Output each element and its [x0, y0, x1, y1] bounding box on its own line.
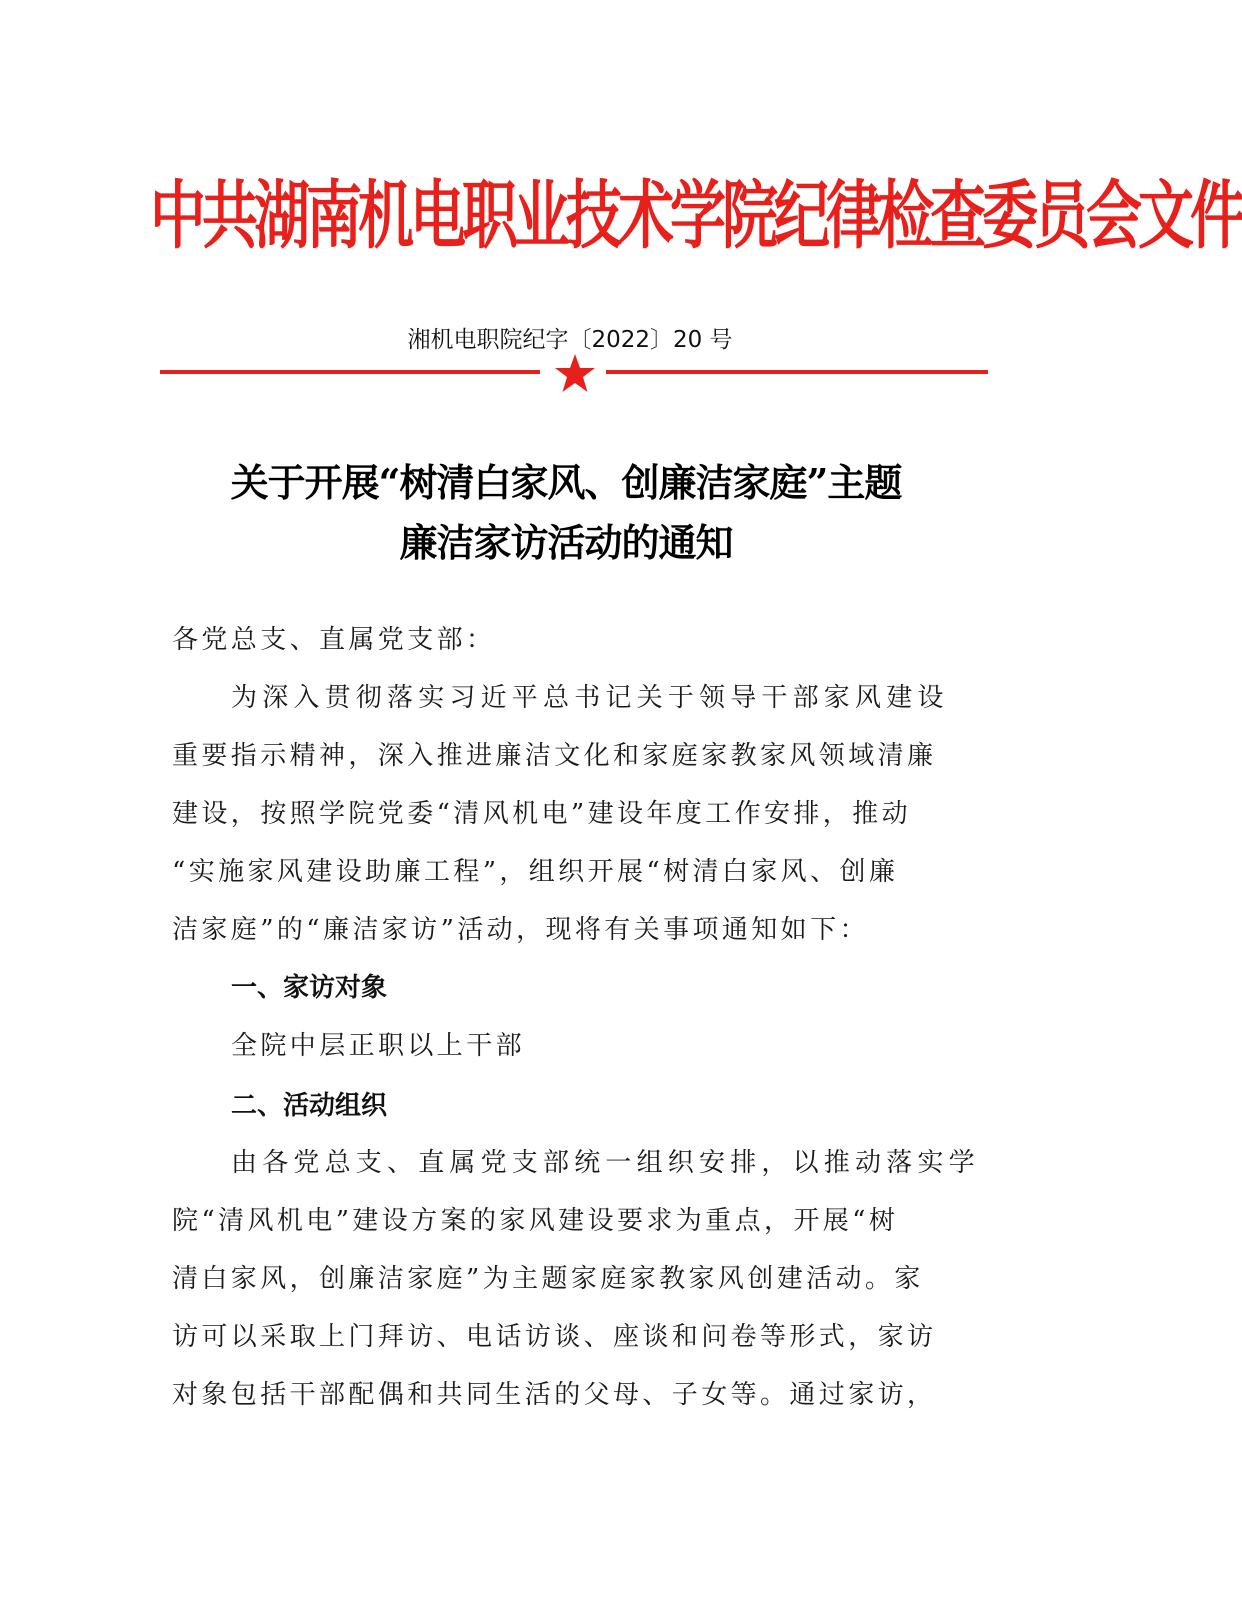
paragraph-line: 由各党总支、直属党支部统一组织安排，以推动落实学: [231, 1148, 980, 1178]
salutation: 各党总支、直属党支部：: [172, 625, 496, 655]
notice-title-line-1: 关于开展“树清白家风、创廉洁家庭”主题: [230, 460, 902, 505]
paragraph-line: 建设，按照学院党委“清风机电”建设年度工作安排，推动: [172, 799, 911, 829]
paragraph-line: 清白家风，创廉洁家庭”为主题家庭家教家风创建活动。家: [172, 1264, 924, 1294]
document-number: 湘机电职院纪字〔2022〕20 号: [407, 327, 733, 353]
red-rule-left: [160, 370, 540, 374]
paragraph-line: “实施家风建设助廉工程”，组织开展“树清白家风、创廉: [172, 857, 899, 887]
paragraph-line: 访可以采取上门拜访、电话访谈、座谈和问卷等形式，家访: [172, 1322, 937, 1352]
masthead-title: 中共湖南机电职业技术学院纪律检查委员会文件: [150, 172, 1242, 260]
notice-title-line-2: 廉洁家访活动的通知: [399, 520, 733, 565]
red-star-icon: [553, 352, 597, 396]
paragraph-line: 洁家庭”的“廉洁家访”活动，现将有关事项通知如下：: [172, 915, 869, 945]
paragraph-line: 重要指示精神，深入推进廉洁文化和家庭家教家风领域清廉: [172, 741, 937, 771]
section-heading-organization: 二、活动组织: [231, 1091, 388, 1121]
paragraph-line: 为深入贯彻落实习近平总书记关于领导干部家风建设: [231, 683, 949, 713]
paragraph-line: 对象包括干部配偶和共同生活的父母、子女等。通过家访，: [172, 1380, 937, 1410]
section-heading-visit-targets: 一、家访对象: [231, 973, 388, 1003]
section-text-visit-targets: 全院中层正职以上干部: [231, 1031, 526, 1061]
red-rule-right: [606, 370, 988, 374]
paragraph-line: 院“清风机电”建设方案的家风建设要求为重点，开展“树: [172, 1206, 899, 1236]
